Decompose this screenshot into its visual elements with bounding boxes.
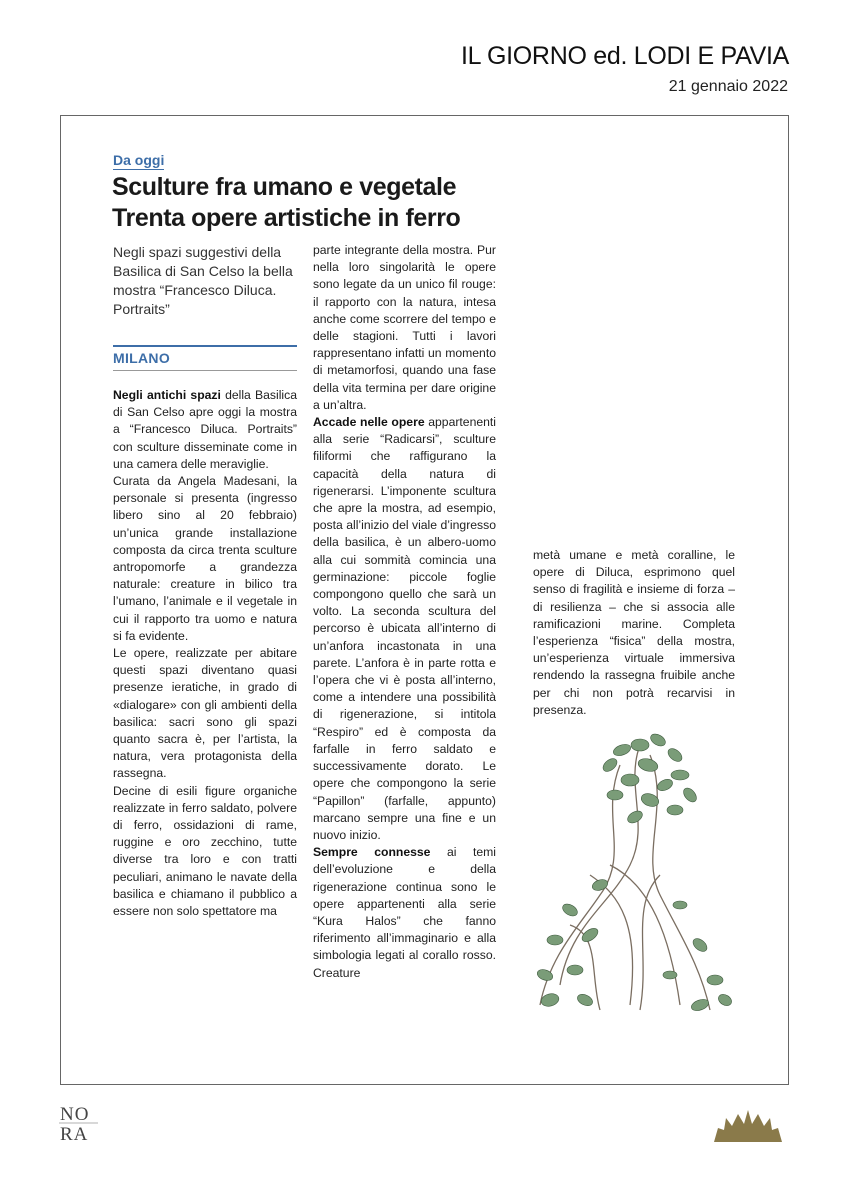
section-rule-top — [113, 345, 297, 347]
col1-paragraph-3: Le opere, realizzate per abitare questi spazi diventano quasi presenze ieratiche, in grado di «dialogare» con gli ambienti della basilica: sacri sono gli spazi quanto sacra è, per l’artista, la natura, vera protagonista della rassegna. — [113, 646, 297, 781]
article-kicker: Da oggi — [113, 152, 165, 168]
col2-lead-2: Sempre connesse — [313, 845, 431, 860]
publication-title: IL GIORNO ed. LODI E PAVIA — [461, 42, 789, 70]
svg-text:NO: NO — [60, 1104, 90, 1125]
col2-paragraph-3 — [313, 844, 496, 982]
col2-paragraph-1: parte integrante della mostra. Pur nella loro singolarità le opere sono legate da un unico fil rouge: il rapporto con la natura, intesa anche come scorrere del tempo e delle stagioni. Tutti i lavori rappresentano infatti un momento di metamorfosi, quando una fase della vita termina per dare origine a un’altra. — [313, 243, 496, 412]
article-column-2 — [313, 242, 496, 982]
col2-lead: Accade nelle opere — [313, 415, 425, 430]
article-headline — [112, 172, 532, 234]
col2-paragraph-2 — [313, 414, 496, 844]
sculpture-photo — [530, 725, 736, 1017]
article-column-1 — [113, 387, 297, 920]
article-subhead: Negli spazi suggestivi della Basilica di San Celso la bella mostra “Francesco Diluca. Portraits” — [113, 244, 293, 317]
section-label: MILANO — [113, 350, 171, 366]
headline-line-1: Sculture fra umano e vegetale — [112, 173, 457, 201]
col1-paragraph-4: Decine di esili figure organiche realizzate in ferro saldato, polvere di ferro, ossidazioni di rame, ruggine e oro zecchino, tutte diverse tra loro e con tratti peculiari, animano le navate della basilica e chiamano il pubblico a essere non solo spettatore ma — [113, 783, 297, 919]
publication-date: 21 gennaio 2022 — [668, 78, 788, 95]
col3-paragraph-1: metà umane e metà coralline, le opere di Diluca, esprimono quel senso di fragilità e insieme di forza – di resilienza – che si associa alle ramificazioni marine. Completa l’esperienza “fisica” della mostra, un’esperienza virtuale immersiva rendendo la rassegna fruibile anche per chi non potrà recarvisi in presenza. — [533, 548, 735, 717]
crown-icon — [712, 1108, 784, 1144]
article-column-3 — [533, 547, 735, 719]
nora-logo — [58, 1100, 102, 1144]
col2-p2-text: appartenenti alla serie “Radicarsi”, sculture filiformi che raffigurano la capacità della natura di rigenerarsi. L’imponente scultura che apre la mostra, ad esempio, posta all’inizio del viale d’ingresso della basilica, è un albero-uomo alla cui sommità comincia una germinazione: piccole foglie compongono quello che sarà un volto. La seconda scultura del percorso è ubicata all’interno di un’anfora incastonata in una parete. L’anfora è in parte rotta e l’opera che vi è posta all’interno, come a intendere una possibilità di rigenerazione, si intitola “Respiro” ed è composta da farfalle in ferro saldato e successivamente dorato. Le opere che compongono la serie “Papillon” (farfalle, appunto) marcano sempre una fine e un nuovo inizio. — [313, 415, 496, 842]
svg-text:RA: RA — [60, 1124, 89, 1144]
headline-line-2: Trenta opere artistiche in ferro — [112, 204, 461, 232]
col1-lead: Negli antichi spazi — [113, 388, 221, 402]
col1-p1-text: della Basilica di San Celso apre oggi la mostra a “Francesco Diluca. Portraits” con sculture disseminate come in una camera delle meraviglie. — [113, 388, 297, 471]
col2-p3-text: ai temi dell’evoluzione e della rigenerazione continua sono le opere appartenenti alla serie “Kura Halos” che fanno riferimento all’immaginario e alla simbologia legati al corallo rosso. Creature — [313, 845, 496, 980]
section-rule-bottom — [113, 370, 297, 371]
col1-paragraph-1 — [113, 387, 297, 473]
col1-paragraph-2: Curata da Angela Madesani, la personale si presenta (ingresso libero sino al 20 febbraio) un’unica grande installazione composta da circa trenta sculture antropomorfe a grandezza naturale: creature in bilico tra l’umano, l’animale e il vegetale in cui il rapporto tra uomo e natura si fa evidente. — [113, 474, 297, 643]
